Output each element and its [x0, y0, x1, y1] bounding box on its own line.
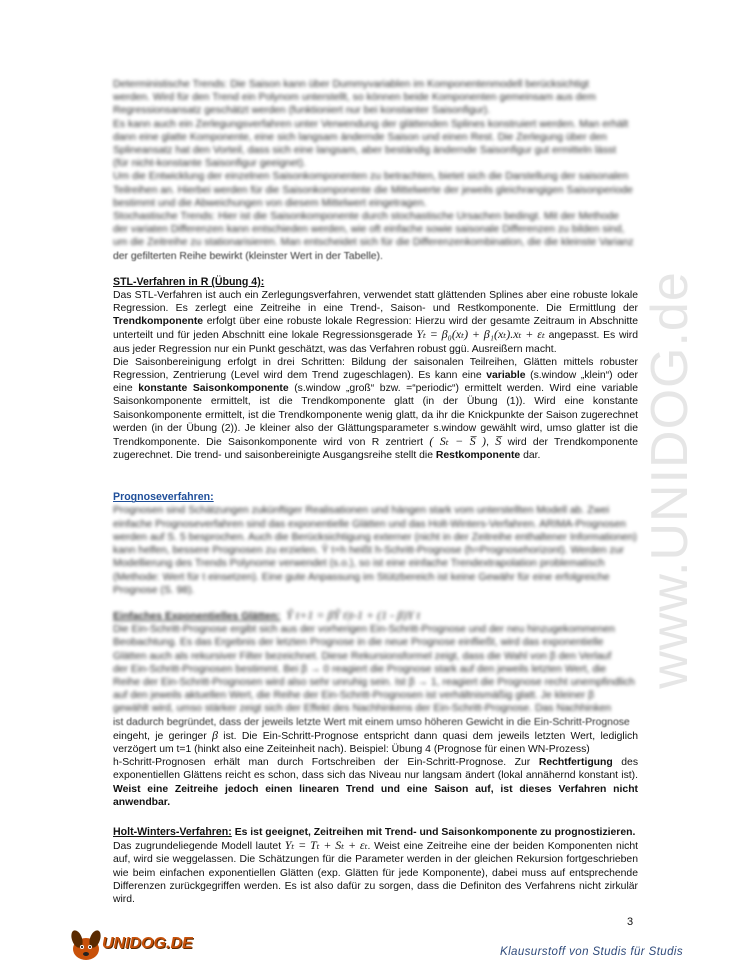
blurred-line: werden. Wird für den Trend ein Polynom unterstellt, so können beide Komponenten gemeinsam aus dem — [113, 92, 596, 104]
blurred-top-section — [113, 78, 638, 250]
blurred-line: der variaten Differenzen kann entschieden werden, wie oft einfache sowie saisonale Differenzen zu bilden sind, — [113, 224, 625, 236]
blurred-line: Prognose (S. 98). — [113, 584, 195, 596]
exp-paragraph-1: eingeht, je geringer β ist. Die Ein-Schritt-Prognose entspricht dann quasi dem jeweils letzten Wert, lediglich verzögert um t=1 (hinkt also eine Zeiteinheit nach). Beispiel: Übung 4 (Prognose für einen WN-Prozess) — [113, 727, 638, 755]
page-number: 3 — [627, 916, 634, 928]
blurred-line: um die Zeitreihe zu stationarisieren. Man entscheidet sich für die Differenzenkombination, die die kleinste Varianz — [113, 237, 634, 249]
watermark — [640, 250, 700, 710]
holt-heading-rest: Es ist geeignet, Zeitreihen mit Trend- und Saisonkomponente zu prognostizieren. — [231, 826, 636, 838]
blurred-line: einfache Prognoseverfahren sind das exponentielle Glätten und das Holt-Winters-Verfahren. ARIMA-Prognosen — [113, 518, 626, 530]
watermark-text: www.UNIDOG.de — [641, 271, 699, 689]
blurred-line: Modellierung des Trends Polynome verwendet (s.o.), so ist eine einfache Trendextrapolation problematisch — [113, 558, 605, 570]
blurred-line: (für nicht-konstante Saisonfigur geeignet). — [113, 158, 306, 170]
blurred-line: der Ein-Schritt-Prognosen bestimmt. Bei β → 0 reagiert die Prognose stark auf den jeweils letzten Wert, die — [113, 663, 607, 675]
not-applicable-note: Weist eine Zeitreihe jedoch einen linearen Trend und eine Saison auf, ist dieses Verfahren nicht anwendbar. — [113, 783, 638, 808]
holt-heading: Holt-Winters-Verfahren: — [113, 825, 232, 838]
blurred-line: bestimmt und die Abweichungen von diesem Mittelwert eingetragen. — [113, 197, 427, 209]
partially-visible-line: der gefilterten Reihe bewirkt (kleinster Wert in der Tabelle). — [113, 250, 383, 262]
blurred-line: kann helfen, bessere Prognosen zu erzielen. Ŷ t+h heißt h-Schritt-Prognose (h=Prognosehorizont). Werden zur — [113, 545, 624, 557]
footer-tagline: Klausurstoff von Studis für Studis — [500, 946, 683, 958]
blurred-line: Die Ein-Schritt-Prognose ergibt sich aus der vorherigen Ein-Schritt-Prognose und der neu hinzugekommenen — [113, 624, 615, 636]
prognose-heading: Prognoseverfahren: — [113, 491, 214, 504]
logo-text: UNIDOG.DE — [102, 935, 193, 952]
holt-paragraph: Das zugrundeliegende Modell lautet Yₜ = Tₜ + Sₜ + εₜ. Weist eine Zeitreihe eine der beiden Komponenten nicht auf, wird sie weggelassen. Die Schätzungen für die Parameter werden in der gleichen Rekursion fortgeschrieben wie beim einfachen exponentiellen Glätten (exp. Glätten für jede Komponente), dabei muss auf entsprechende Differenzen zurückgegriffen werden. Es ist also dafür zu sorgen, dass die Definiton des Verfahrens nicht zirkulär wird. — [113, 838, 638, 905]
blurred-line: Prognosen sind Schätzungen zukünftiger Realisationen und hängen stark vom unterstellten Modell ab. Zwei — [113, 505, 610, 517]
centered-formula: ( Sₜ − S̅ ) — [429, 434, 487, 449]
holt-heading-line — [113, 825, 638, 839]
stl-paragraph-1: Das STL-Verfahren ist auch ein Zerlegungsverfahren, verwendet statt glättenden Splines aber eine robuste lokale Regression. Es zerlegt eine Zeitreihe in eine Trend-, Saison- und Restkomponente. Die Ermittlung der Trendkomponente erfolgt über eine robuste lokale Regression: Hierzu wird der gesamte Zeitraum in Abschnitte unterteilt und für jeden Abschnitt eine lokale Regressionsgerade Yₜ = β₀(xₜ) + β₁(xₜ).xₜ + εₜ angepasst. Es wird aus jeder Regression nur ein Punkt geschätzt, was das Verfahren robust ggü. Ausreißern macht. — [113, 289, 638, 355]
konstante-saisonkomponente-term: konstante Saisonkomponente — [138, 383, 289, 395]
restkomponente-term: Restkomponente — [435, 450, 521, 462]
blurred-line: Glätten auch als rekursiver Filter bezeichnet. Diese Rekursionsformel zeigt, dass die Wahl von β den Verlauf — [113, 650, 612, 662]
blurred-line: Regressionsansatz geschätzt werden (funktioniert nur bei konstanter Saisonfigur). — [113, 105, 491, 117]
blurred-line: Es kann auch ein Zerlegungsverfahren unter Verwendung der glättenden Splines konstruiert werden. Man erhält — [113, 118, 629, 130]
document-page — [113, 78, 638, 906]
rechtfertigung-term: Rechtfertigung — [538, 757, 613, 769]
exp-paragraph-2: h-Schritt-Prognosen erhält man durch Fortschreiben der Ein-Schritt-Prognose. Zur Rechtfertigung des exponentiellen Glättens reicht es schon, dass sich das Niveau nur langsam ändert (lokal annähernd konstant ist). Weist eine Zeitreihe jedoch einen linearen Trend und eine Saison auf, ist dieses Verfahren nicht anwendbar. — [113, 757, 639, 808]
blurred-line: gewählt wird, umso stärker zeigt sich der Effekt des Nachhinkens der Ein-Schritt-Prognose. Das Nachhinken — [113, 703, 612, 715]
blurred-prognose-section — [113, 504, 638, 715]
beta-symbol: β — [212, 727, 219, 742]
mean-symbol: S̅ — [495, 434, 502, 449]
blurred-line: Beobachtung. Es das Ergebnis der letzten Prognose in die neue Prognose einfließt, wird das exponentielle — [113, 637, 604, 649]
blurred-line: Splineansatz hat den Vorteil, dass sich eine langsam, aber beständig ändernde Saisonfigur gut ermitteln lässt — [113, 145, 617, 157]
variable-term: variable — [486, 370, 526, 382]
trendkomponente-term: Trendkomponente — [113, 316, 204, 328]
stl-paragraph-2: Die Saisonbereinigung erfolgt in drei Schritten: Bildung der saisonalen Teilreihen, Glätten mittels robuster Regression, Zentrierung (Level wird dem Trend zugeschlagen). Es kann eine variable (s.window „klein“) oder eine konstante Saisonkomponente (s.window „groß“ bzw. =“periodic“) ermittelt werden. Wird eine variable Saisonkomponente ermittelt, ist die Trendkomponente glatt (in der Übung (1)). Wird eine konstante Saisonkomponente ermittelt, ist die Trendkomponente wenig glatt, da ihr die Knickpunkte der Saison zugerechnet werden (in der Übung (2)). Je kleiner also der Glättungsparameter s.window gewählt wird, umso glatter ist die Trendkomponente. Die Saisonkomponente wird von R zentriert ( Sₜ − S̅ ), S̅ wird der Trendkomponente zugerechnet. Die trend- und saisonbereinigte Ausgangsreihe stellt die Restkomponente dar. — [113, 356, 638, 462]
blurred-line: Deterministische Trends: Die Saison kann über Dummyvariablen im Komponentenmodell berücksichtigt — [113, 79, 589, 90]
blurred-line: dann eine glatte Komponente, eine sich langsam ändernde Saison und einen Rest. Die Zerlegung über den — [113, 131, 607, 143]
blurred-line: Reihe der Ein-Schritt-Prognosen wird also sehr unruhig sein. Ist β → 1, reagiert die Prognose recht unempfindlich — [113, 676, 635, 688]
blurred-exp-heading: Einfaches Exponentielles Glätten: Ŷ t+1 = βŶ t|t-1 + (1 - β)Y t — [113, 607, 421, 622]
blurred-line: Teilreihen an. Hierbei werden für die Saisonkomponente die Mittelwerte der jeweils gleichrangigen Saisonperiode — [113, 184, 633, 196]
blurred-line: Um die Entwicklung der einzelnen Saisonkomponenten zu betrachten, bietet sich die Darstellung der saisonalen — [113, 171, 629, 183]
blurred-line: Stochastische Trends: Hier ist die Saisonkomponente durch stochastische Ursachen bedingt. Mit der Methode — [113, 211, 619, 223]
unidog-logo — [66, 925, 193, 965]
holt-formula: Yₜ = Tₜ + Sₜ + εₜ — [284, 838, 368, 853]
blurred-line: werden auf S. 5 besprochen. Auch die Berücksichtigung externer (nicht in der Zeitreihe enthaltener Informationen) — [113, 531, 637, 543]
partially-visible-line: ist dadurch begründet, dass der jeweils letzte Wert mit einem umso höheren Gewicht in die Ein-Schritt-Prognose — [113, 716, 630, 728]
stl-heading: STL-Verfahren in R (Übung 4): — [113, 275, 265, 288]
blurred-line: auf den jeweils aktuellen Wert, die Reihe der Ein-Schritt-Prognosen ist verhältnismäßig glatt. Je kleiner β — [113, 690, 595, 702]
blurred-line: (Methode: Wert für t einsetzen). Eine gute Anpassung im Stützbereich ist keine Gewähr für eine erfolgreiche — [113, 571, 610, 583]
dog-icon — [66, 925, 106, 965]
regression-formula: Yₜ = β₀(xₜ) + β₁(xₜ).xₜ + εₜ — [416, 327, 545, 342]
